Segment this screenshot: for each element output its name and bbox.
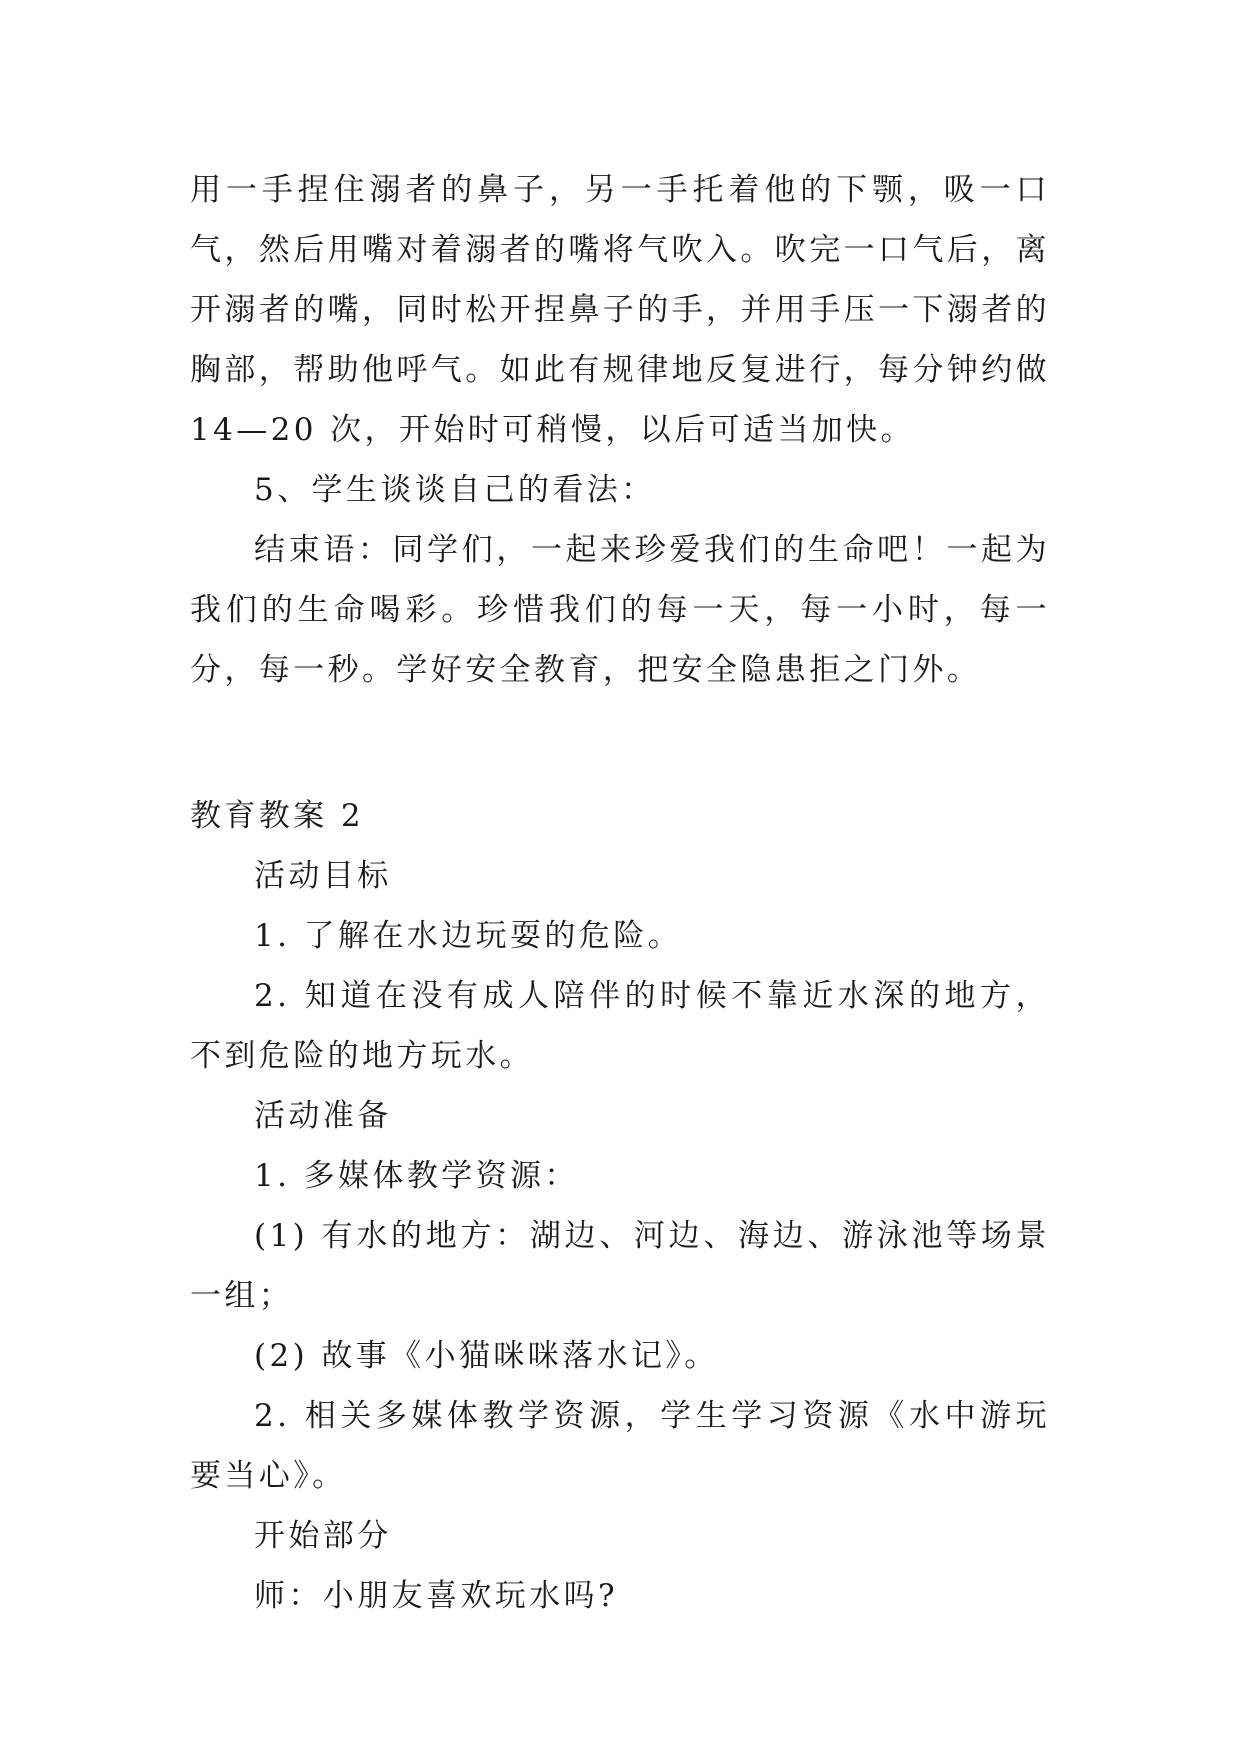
list-item-goal-2: 2. 知道在没有成人陪伴的时候不靠近水深的地方，不到危险的地方玩水。 <box>190 978 1050 1074</box>
section-title: 教育教案 2 <box>190 798 364 834</box>
subheading-activity-preparation: 活动准备 <box>254 1098 392 1134</box>
subheading-activity-goals: 活动目标 <box>254 858 392 894</box>
list-item-prep-1-a: (1) 有水的地方：湖边、河边、海边、游泳池等场景一组； <box>190 1218 1050 1314</box>
list-item-prep-1-b: (2) 故事《小猫咪咪落水记》。 <box>254 1338 719 1374</box>
document-body <box>190 160 1050 1626</box>
list-item-prep-1: 1. 多媒体教学资源： <box>254 1158 579 1194</box>
list-item-prep-2: 2. 相关多媒体教学资源，学生学习资源《水中游玩要当心》。 <box>190 1398 1050 1494</box>
subheading-opening-part: 开始部分 <box>254 1518 392 1554</box>
paragraph-teacher-question: 师：小朋友喜欢玩水吗? <box>254 1578 619 1614</box>
list-item-goal-1: 1. 了解在水边玩耍的危险。 <box>254 918 683 954</box>
paragraph-student-views: 5、学生谈谈自己的看法： <box>254 472 656 508</box>
paragraph-closing-remarks: 结束语：同学们，一起来珍爱我们的生命吧！一起为我们的生命喝彩。珍惜我们的每一天，每一小时，每一分，每一秒。学好安全教育，把安全隐患拒之门外。 <box>190 532 1050 688</box>
paragraph-rescue-breathing: 用一手捏住溺者的鼻子，另一手托着他的下颚，吸一口气，然后用嘴对着溺者的嘴将气吹入。吹完一口气后，离开溺者的嘴，同时松开捏鼻子的手，并用手压一下溺者的胸部，帮助他呼气。如此有规律地反复进行，每分钟约做 14—20 次，开始时可稍慢，以后可适当加快。 <box>190 172 1050 448</box>
